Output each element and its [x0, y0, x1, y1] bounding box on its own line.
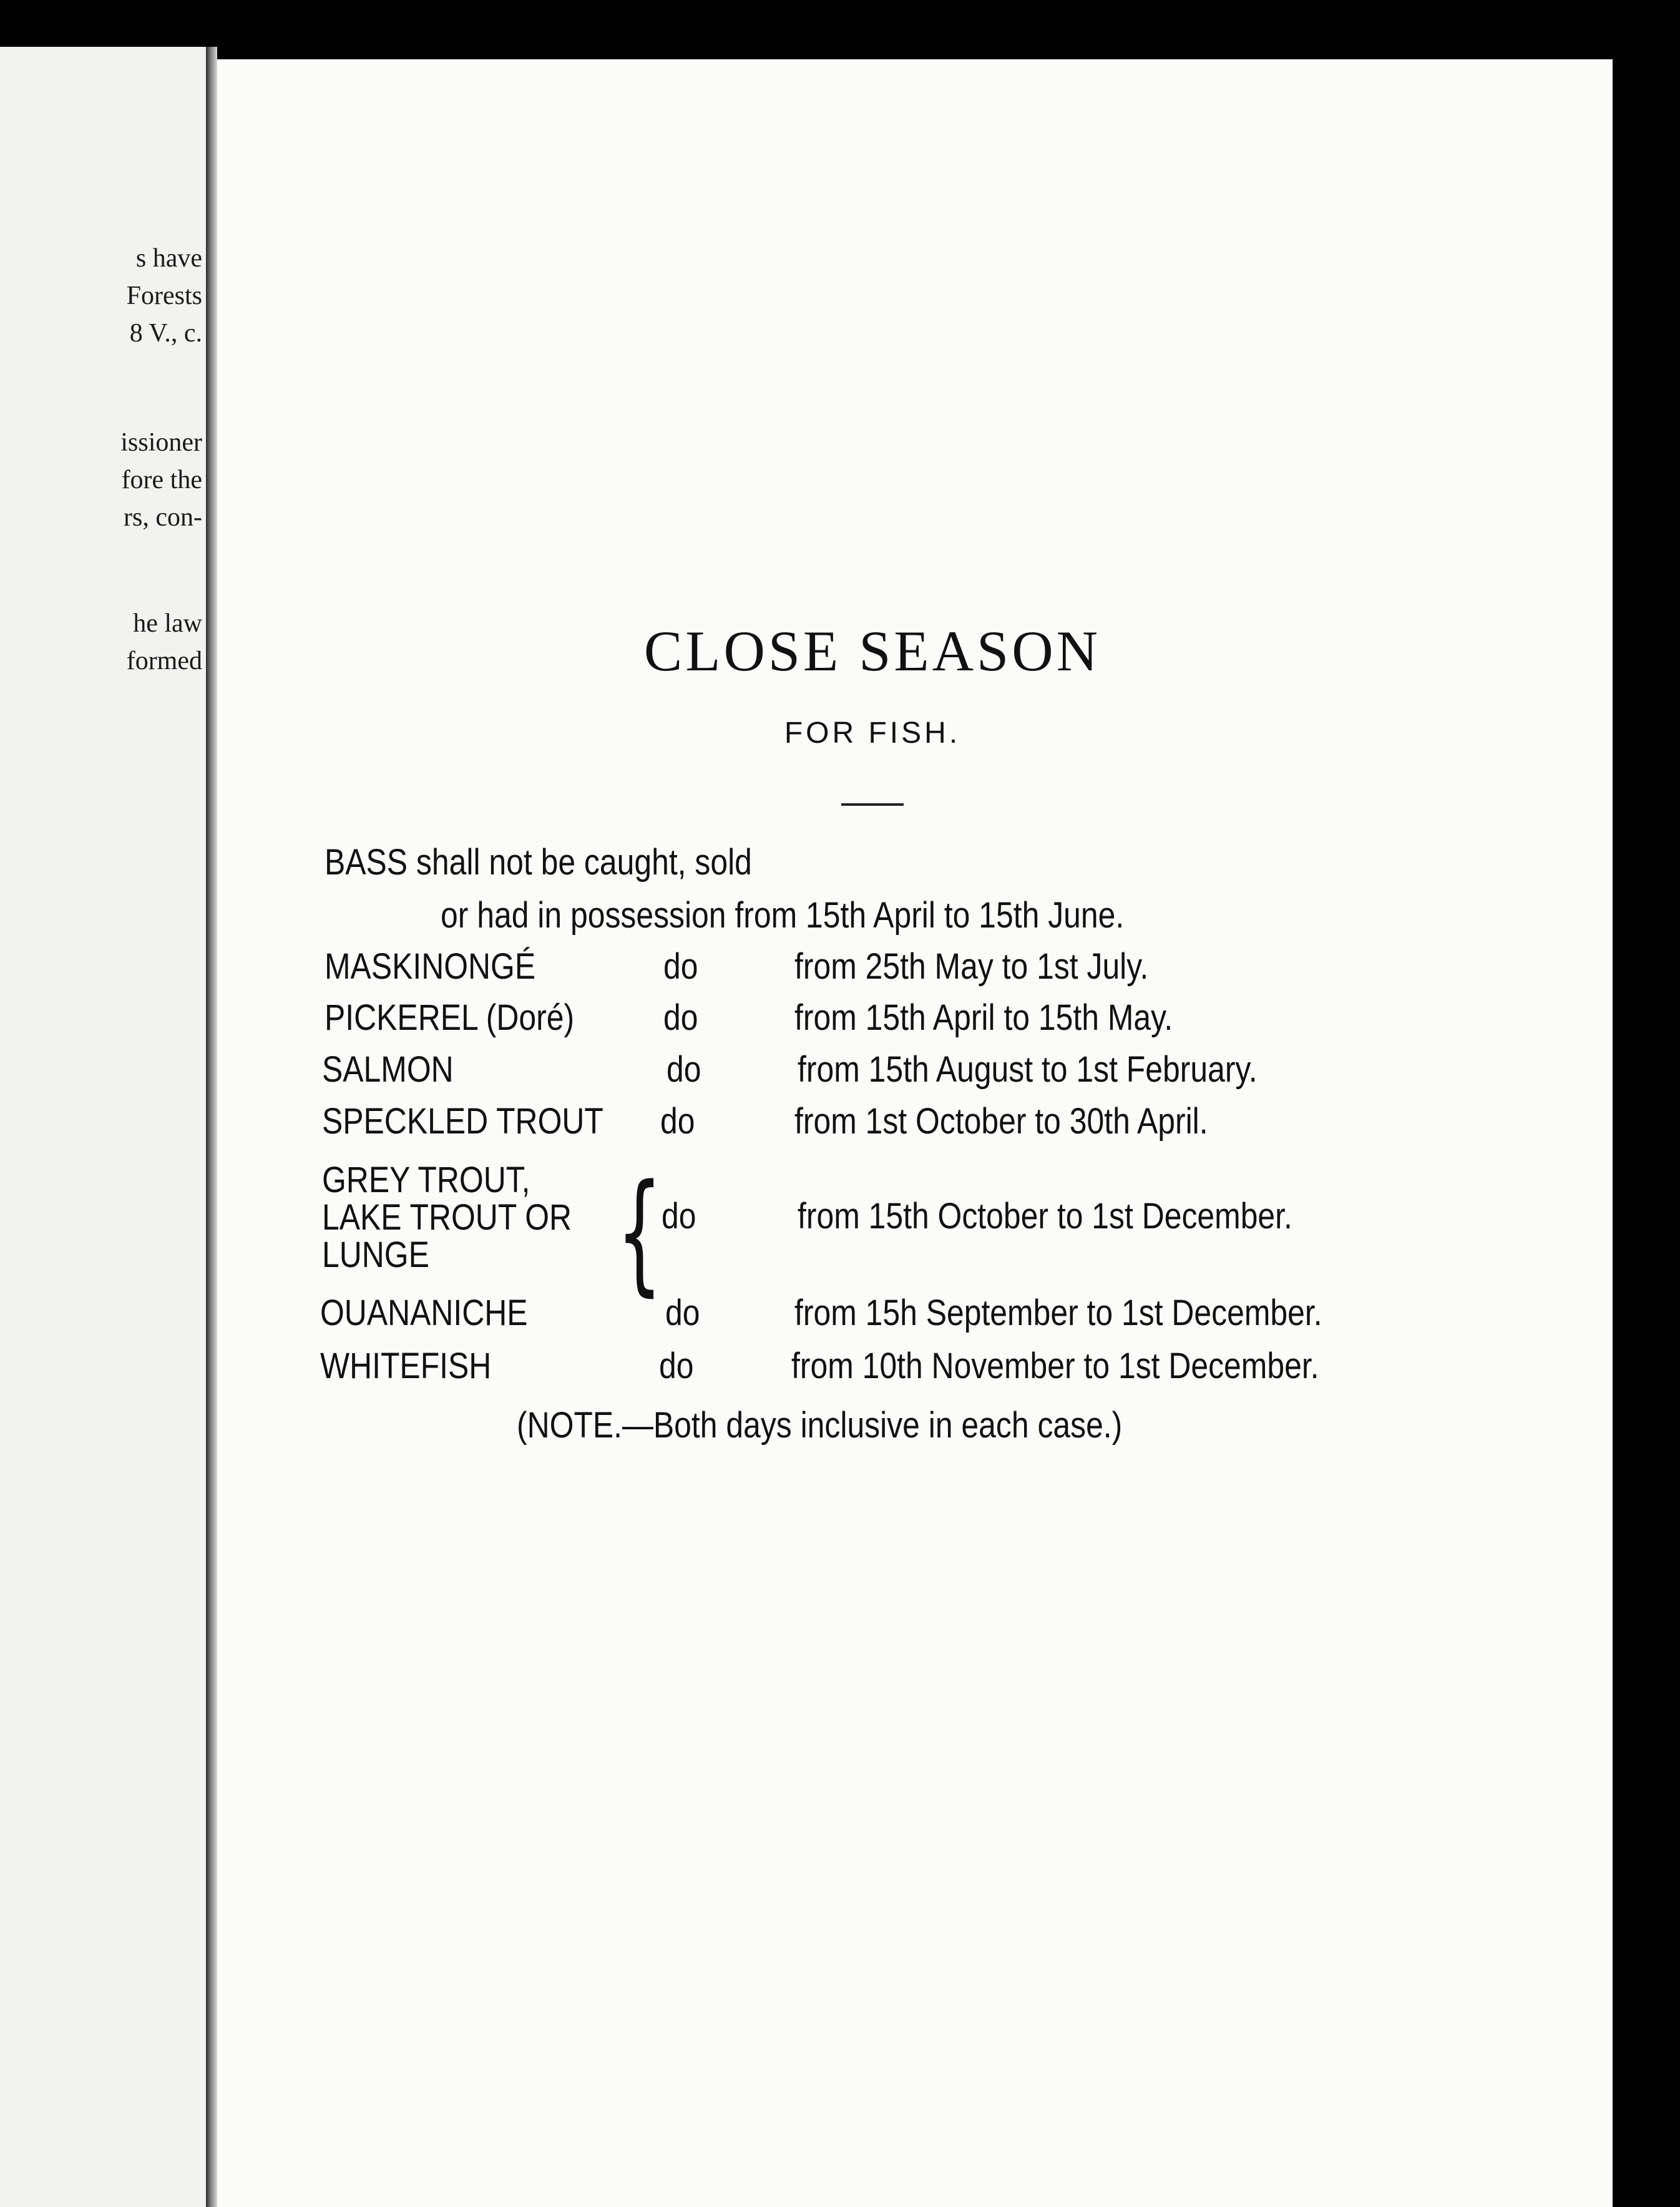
ditto-mark: do — [663, 946, 698, 987]
page-bottom-edge — [217, 2163, 1613, 2207]
left-page-line: he law — [133, 609, 202, 638]
period-maskinonge: from 25th May to 1st July. — [794, 946, 1149, 987]
left-page-line: 8 V., c. — [129, 319, 202, 348]
left-page-line: issioner — [120, 428, 202, 457]
page-title: CLOSE SEASON — [643, 619, 1101, 683]
species-salmon: SALMON — [322, 1049, 454, 1090]
species-speckled-trout: SPECKLED TROUT — [322, 1101, 603, 1142]
period-whitefish: from 10th November to 1st December. — [791, 1346, 1319, 1386]
ditto-mark: do — [663, 997, 698, 1038]
left-page-line: fore the — [121, 466, 202, 494]
footnote: (NOTE.—Both days inclusive in each case.) — [517, 1405, 1123, 1446]
grouping-brace: { — [617, 1156, 663, 1309]
period-pickerel: from 15th April to 15th May. — [794, 997, 1173, 1038]
ditto-mark: do — [667, 1049, 701, 1090]
period-grey-trout: from 15th October to 1st December. — [798, 1196, 1292, 1236]
left-page-line: s have — [135, 244, 202, 273]
right-page — [217, 59, 1613, 2207]
intro-line-2: or had in possession from 15th April to 15th June. — [441, 895, 1125, 936]
left-page-fragment — [0, 47, 208, 2207]
title-rule — [841, 803, 904, 806]
left-page-line: formed — [126, 647, 202, 675]
left-page-line: rs, con- — [124, 503, 202, 532]
ditto-mark: do — [659, 1346, 694, 1386]
intro-line-1: BASS shall not be caught, sold — [325, 842, 752, 883]
book-gutter — [206, 47, 217, 2207]
period-ouananiche: from 15h September to 1st December. — [794, 1293, 1322, 1333]
ditto-mark: do — [665, 1293, 700, 1333]
species-maskinonge: MASKINONGÉ — [325, 946, 536, 987]
species-grey-trout: GREY TROUT, — [322, 1160, 530, 1200]
page-subtitle: FOR FISH. — [784, 717, 961, 750]
species-pickerel: PICKEREL (Doré) — [325, 997, 575, 1038]
species-ouananiche: OUANANICHE — [320, 1293, 528, 1333]
ditto-mark: do — [660, 1101, 695, 1142]
period-salmon: from 15th August to 1st February. — [798, 1049, 1258, 1090]
ditto-mark: do — [662, 1196, 696, 1236]
species-lunge: LUNGE — [322, 1235, 429, 1275]
left-page-line: Forests — [126, 281, 202, 310]
species-lake-trout: LAKE TROUT OR — [322, 1197, 572, 1238]
period-speckled-trout: from 1st October to 30th April. — [794, 1101, 1208, 1142]
species-whitefish: WHITEFISH — [320, 1346, 492, 1386]
